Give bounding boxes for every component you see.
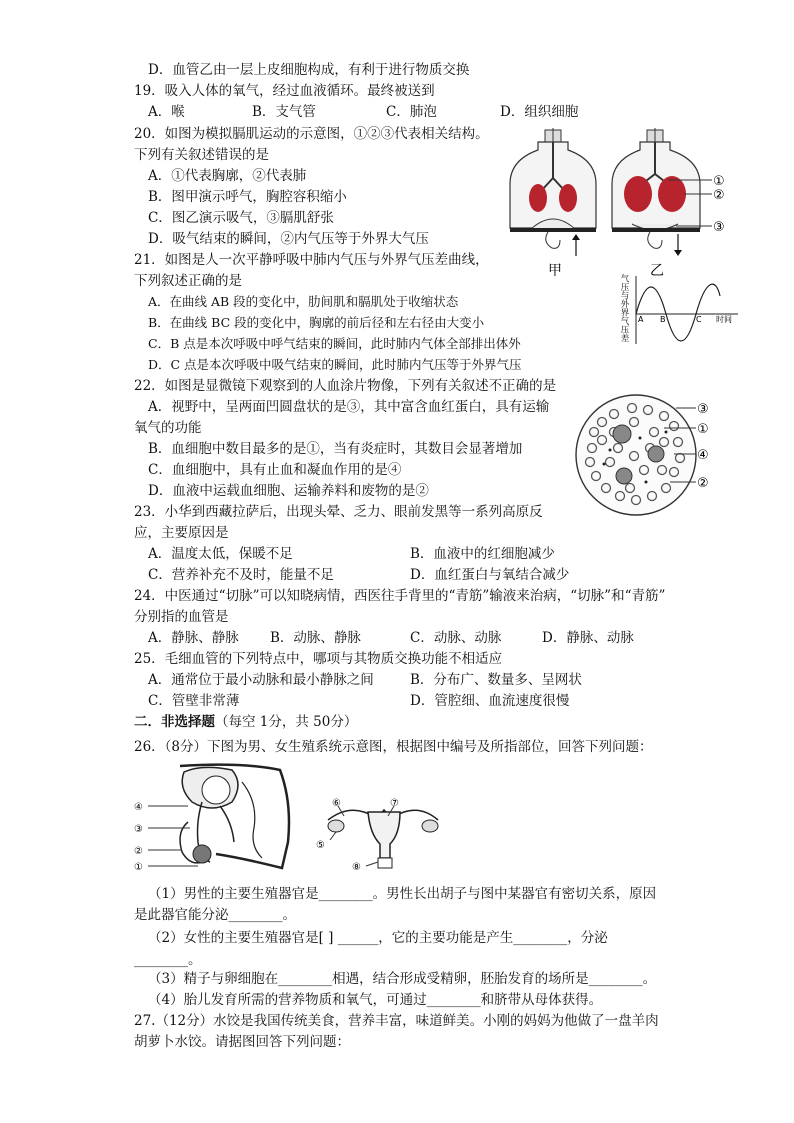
bell-jar-yi	[612, 128, 725, 278]
q22-option-c: C．血细胞中，具有止血和凝血作用的是④	[148, 462, 402, 478]
label-jia: 甲	[548, 263, 562, 278]
repro-label-2: ②	[134, 846, 143, 857]
q19-stem: 19．吸入人体的氧气，经过血液循环。最终被送到	[134, 83, 435, 99]
repro-label-5: ⑤	[316, 840, 325, 851]
q22-option-a-cont: 氧气的功能	[134, 420, 202, 436]
q24-stem: 24．中医通过“切脉”可以知晓病情，西医往手背里的“青筋”输液来治病，“切脉”和“青筋”	[134, 588, 666, 604]
q23-option-d: D．血红蛋白与氧结合减少	[410, 567, 570, 583]
q26-part1-cont: 是此器官能分泌________。	[134, 907, 296, 923]
repro-label-3: ③	[134, 824, 143, 835]
q23-stem-2: 应，主要原因是	[134, 525, 229, 541]
q26-part4: （4）胎儿发育所需的营养物质和氧气，可通过________和脐带从母体获得。	[148, 992, 603, 1008]
q22-stem: 22．如图是显微镜下观察到的人血涂片物像，下列有关叙述不正确的是	[134, 378, 557, 394]
q19-option-c: C．肺泡	[386, 104, 437, 120]
q21-stem: 21．如图是人一次平静呼吸中肺内气压与外界气压差曲线，	[134, 252, 489, 268]
q26-part3: （3）精子与卵细胞在________相遇，结合形成受精卵，胚胎发育的场所是________。	[148, 971, 657, 987]
curve-xlabel: 时间	[716, 315, 732, 324]
q25-option-d: D．管腔细、血流速度很慢	[410, 693, 570, 709]
q20-stem: 20．如图为模拟膈肌运动的示意图，①②③代表相关结构。	[134, 126, 489, 142]
q24-option-b: B．动脉、静脉	[270, 630, 361, 646]
q20-option-a: A．①代表胸廓，②代表肺	[148, 168, 307, 184]
q24-option-d: D．静脉、动脉	[542, 630, 634, 646]
q27-stem-2: 胡萝卜水饺。请据图回答下列问题：	[134, 1034, 350, 1050]
q26-stem: 26．（8分）下图为男、女生殖系统示意图，根据图中编号及所指部位，回答下列问题：	[134, 739, 653, 755]
q22-option-b: B．血细胞中数目最多的是①，当有炎症时，其数目会显著增加	[148, 441, 523, 457]
q23-option-b: B．血液中的红细胞减少	[410, 546, 555, 562]
male-reproductive-system	[134, 765, 289, 873]
bell-jar-jia	[510, 128, 596, 278]
q19-option-b: B．支气管	[252, 104, 316, 120]
pressure-curve-figure	[616, 272, 742, 348]
q23-stem: 23．小华到西藏拉萨后，出现头晕、乏力、眼前发黑等一系列高原反	[134, 504, 543, 520]
white-blood-cell-2	[648, 446, 664, 462]
q25-option-b: B．分布广、数量多、呈网状	[410, 672, 582, 688]
q25-option-a: A．通常位于最小动脉和最小静脉之间	[148, 672, 374, 688]
q26-part1: （1）男性的主要生殖器官是________。男性长出胡子与图中某器官有密切关系，原因	[148, 886, 657, 902]
repro-label-1: ①	[134, 862, 143, 873]
reproductive-system-figure	[132, 762, 440, 874]
repro-label-8: ⑧	[352, 862, 361, 873]
q24-stem-2: 分别指的血管是	[134, 609, 229, 625]
blood-label-1: ①	[697, 422, 709, 437]
label-yi: 乙	[650, 263, 664, 278]
repro-label-4: ④	[134, 802, 143, 813]
q21-option-c: C．B 点是本次呼吸中呼气结束的瞬间，此时肺内气体全部排出体外	[148, 336, 521, 351]
q26-part2-cont: ________。	[134, 952, 202, 968]
section-title: 二．非选择题	[134, 714, 215, 730]
q24-option-c: C．动脉、动脉	[410, 630, 502, 646]
q22-option-a: A．视野中，呈两面凹圆盘状的是③，其中富含血红蛋白，具有运输	[148, 399, 550, 415]
section-note: （每空 1分，共 50分）	[215, 714, 358, 730]
curve-point-c: C	[696, 315, 702, 324]
q19-option-a: A．喉	[148, 104, 185, 120]
q20-option-d: D．吸气结束的瞬间，②内气压等于外界大气压	[148, 231, 429, 247]
q25-option-c: C．管壁非常薄	[148, 693, 240, 709]
q25-stem: 25．毛细血管的下列特点中，哪项与其物质交换功能不相适应	[134, 651, 503, 667]
q20-option-b: B．图甲演示呼气，胸腔容积缩小	[148, 189, 347, 205]
q21-option-d: D．C 点是本次呼吸中吸气结束的瞬间，此时肺内气压等于外界气压	[148, 357, 522, 372]
white-blood-cell-3	[616, 468, 632, 484]
repro-label-7: ⑦	[390, 798, 399, 809]
blood-label-3: ③	[697, 402, 709, 417]
label-1: ①	[713, 174, 725, 189]
blood-label-4: ④	[697, 448, 709, 463]
bell-jar-figure	[508, 128, 734, 278]
curve-point-b: B	[660, 315, 666, 324]
q19-option-d: D．组织细胞	[500, 104, 579, 120]
q27-stem: 27.（12分）水饺是我国传统美食，营养丰富，味道鲜美。小刚的妈妈为他做了一盘羊肉	[134, 1013, 659, 1029]
q22-option-d: D．血液中运载血细胞、运输养料和废物的是②	[148, 483, 429, 499]
q20-stem-2: 下列有关叙述错误的是	[134, 147, 269, 163]
female-reproductive-system	[316, 798, 438, 873]
section-heading	[134, 712, 357, 732]
curve-point-a: A	[638, 315, 644, 324]
q21-stem-2: 下列叙述正确的是	[134, 273, 242, 289]
white-blood-cell	[613, 425, 631, 443]
q23-option-a: A．温度太低，保暖不足	[148, 546, 293, 562]
q20-option-c: C．图乙演示吸气，③膈肌舒张	[148, 210, 334, 226]
q26-part2: （2）女性的主要生殖器官是[ ] ______，它的主要功能是产生________，分泌	[148, 930, 608, 946]
blood-smear-figure	[574, 392, 720, 518]
q21-option-b: B．在曲线 BC 段的变化中，胸廓的前后径和左右径由大变小	[148, 315, 485, 330]
label-2: ②	[713, 188, 725, 203]
curve-ylabel: 气压与外界气压差	[619, 274, 629, 342]
repro-label-6: ⑥	[332, 798, 341, 809]
q21-option-a: A．在曲线 AB 段的变化中，肋间肌和膈肌处于收缩状态	[148, 294, 459, 309]
q24-option-a: A．静脉、静脉	[148, 630, 239, 646]
q18-option-d: D．血管乙由一层上皮细胞构成，有利于进行物质交换	[148, 62, 470, 78]
label-3: ③	[713, 220, 725, 235]
q23-option-c: C．营养补充不及时，能量不足	[148, 567, 334, 583]
blood-label-2: ②	[697, 476, 709, 491]
